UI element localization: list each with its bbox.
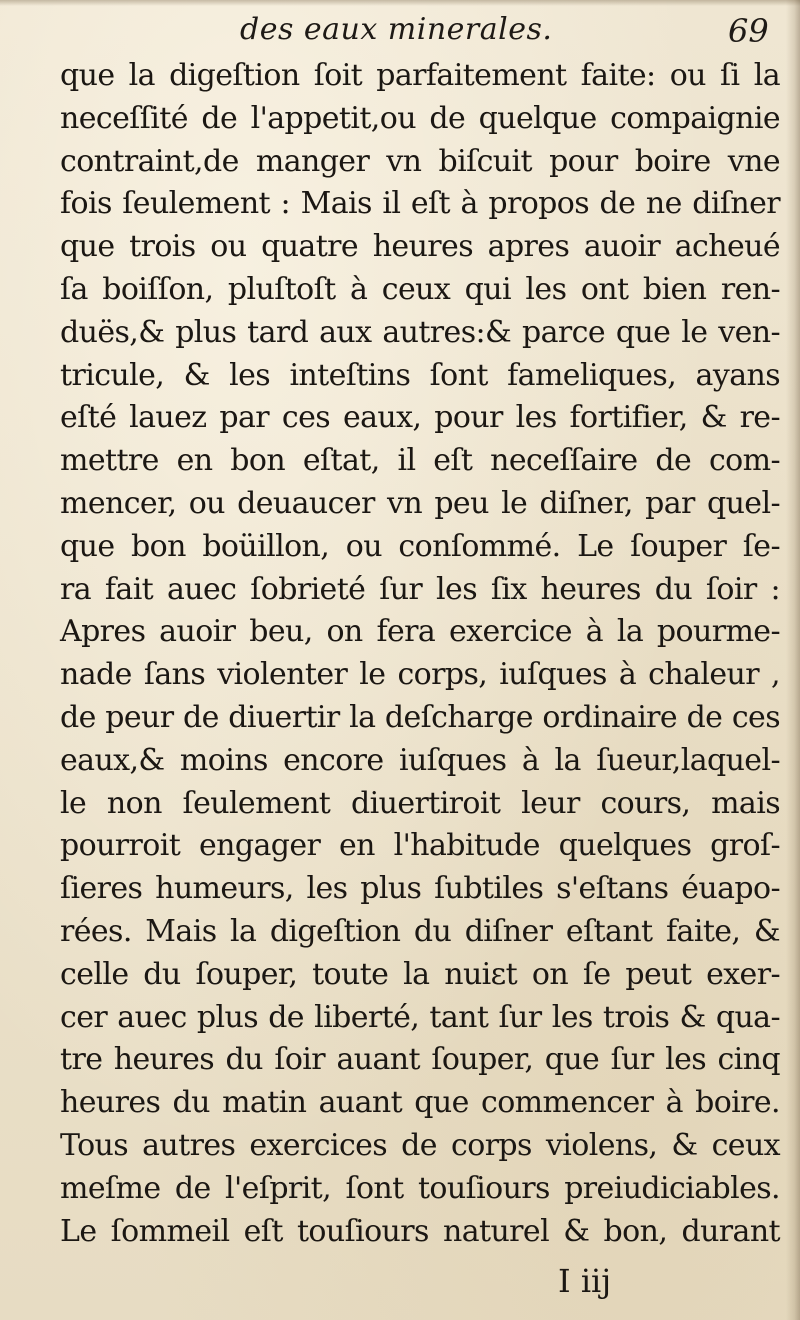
text-line: que trois ou quatre heures apres auoir acheué	[60, 229, 780, 265]
text-line: fois ſeulement : Mais il eſt à propos de ne diſner	[60, 186, 780, 222]
text-line: ſa boiſſon, pluſtoſt à ceux qui les ont bien ren-	[60, 271, 780, 307]
text-line: meſme de l'eſprit, ſont touſiours preiudiciables.	[60, 1170, 780, 1206]
text-line: eaux,& moins encore iuſques à la ſueur,laquel-	[60, 742, 780, 778]
text-line: ra fait auec ſobrieté ſur les ſix heures du ſoir :	[60, 571, 780, 607]
page-gutter-shadow	[786, 0, 800, 1320]
text-line: que la digeſtion ſoit parfaitement faite: ou ſi la	[60, 58, 780, 93]
page-top-shadow	[0, 0, 800, 6]
text-line: ſieres humeurs, les plus ſubtiles s'eſtans éuapo-	[60, 871, 780, 907]
text-line: le non ſeulement diuertiroit leur cours, mais	[60, 785, 780, 821]
text-line: tre heures du ſoir auant ſouper, que ſur les cinq	[60, 1042, 780, 1078]
text-line: eſté lauez par ces eaux, pour les fortifier, & re-	[60, 400, 780, 436]
text-line: rées. Mais la digeſtion du diſner eſtant faite, &	[60, 913, 780, 949]
text-line: mettre en bon eſtat, il eſt neceſſaire de com-	[60, 443, 780, 479]
text-line: contraint,de manger vn biſcuit pour boire vne	[60, 143, 780, 179]
text-line: mencer, ou deuaucer vn peu le diſner, par quel-	[60, 485, 780, 521]
text-line: duës,& plus tard aux autres:& parce que le ven-	[60, 314, 780, 350]
body-text	[60, 55, 780, 1253]
running-head: des eaux minerales.	[240, 12, 553, 47]
text-line: Tous autres exercices de corps violens, & ceux	[60, 1127, 780, 1163]
text-line: cer auec plus de liberté, tant ſur les trois & qua-	[60, 999, 780, 1035]
text-line: celle du ſouper, toute la nuiɛt on ſe peut exer-	[60, 956, 780, 992]
text-line: nade ſans violenter le corps, iuſques à chaleur ,	[60, 657, 780, 693]
text-line: neceſſité de l'appetit,ou de quelque compaignie	[60, 100, 780, 136]
page-number: 69	[728, 12, 769, 50]
text-line: Le ſommeil eſt touſiours naturel & bon, durant	[60, 1213, 780, 1249]
text-line: Apres auoir beu, on fera exercice à la pourme-	[60, 614, 780, 650]
text-line: heures du matin auant que commencer à boire.	[60, 1085, 780, 1121]
text-line: tricule, & les inteſtins ſont fameliques, ayans	[60, 357, 780, 393]
signature-mark: I iij	[558, 1262, 612, 1300]
text-line: de peur de diuertir la deſcharge ordinaire de ces	[60, 699, 780, 735]
text-line: que bon boüillon, ou conſommé. Le ſouper ſe-	[60, 528, 780, 564]
text-line: pourroit engager en l'habitude quelques groſ-	[60, 828, 780, 864]
